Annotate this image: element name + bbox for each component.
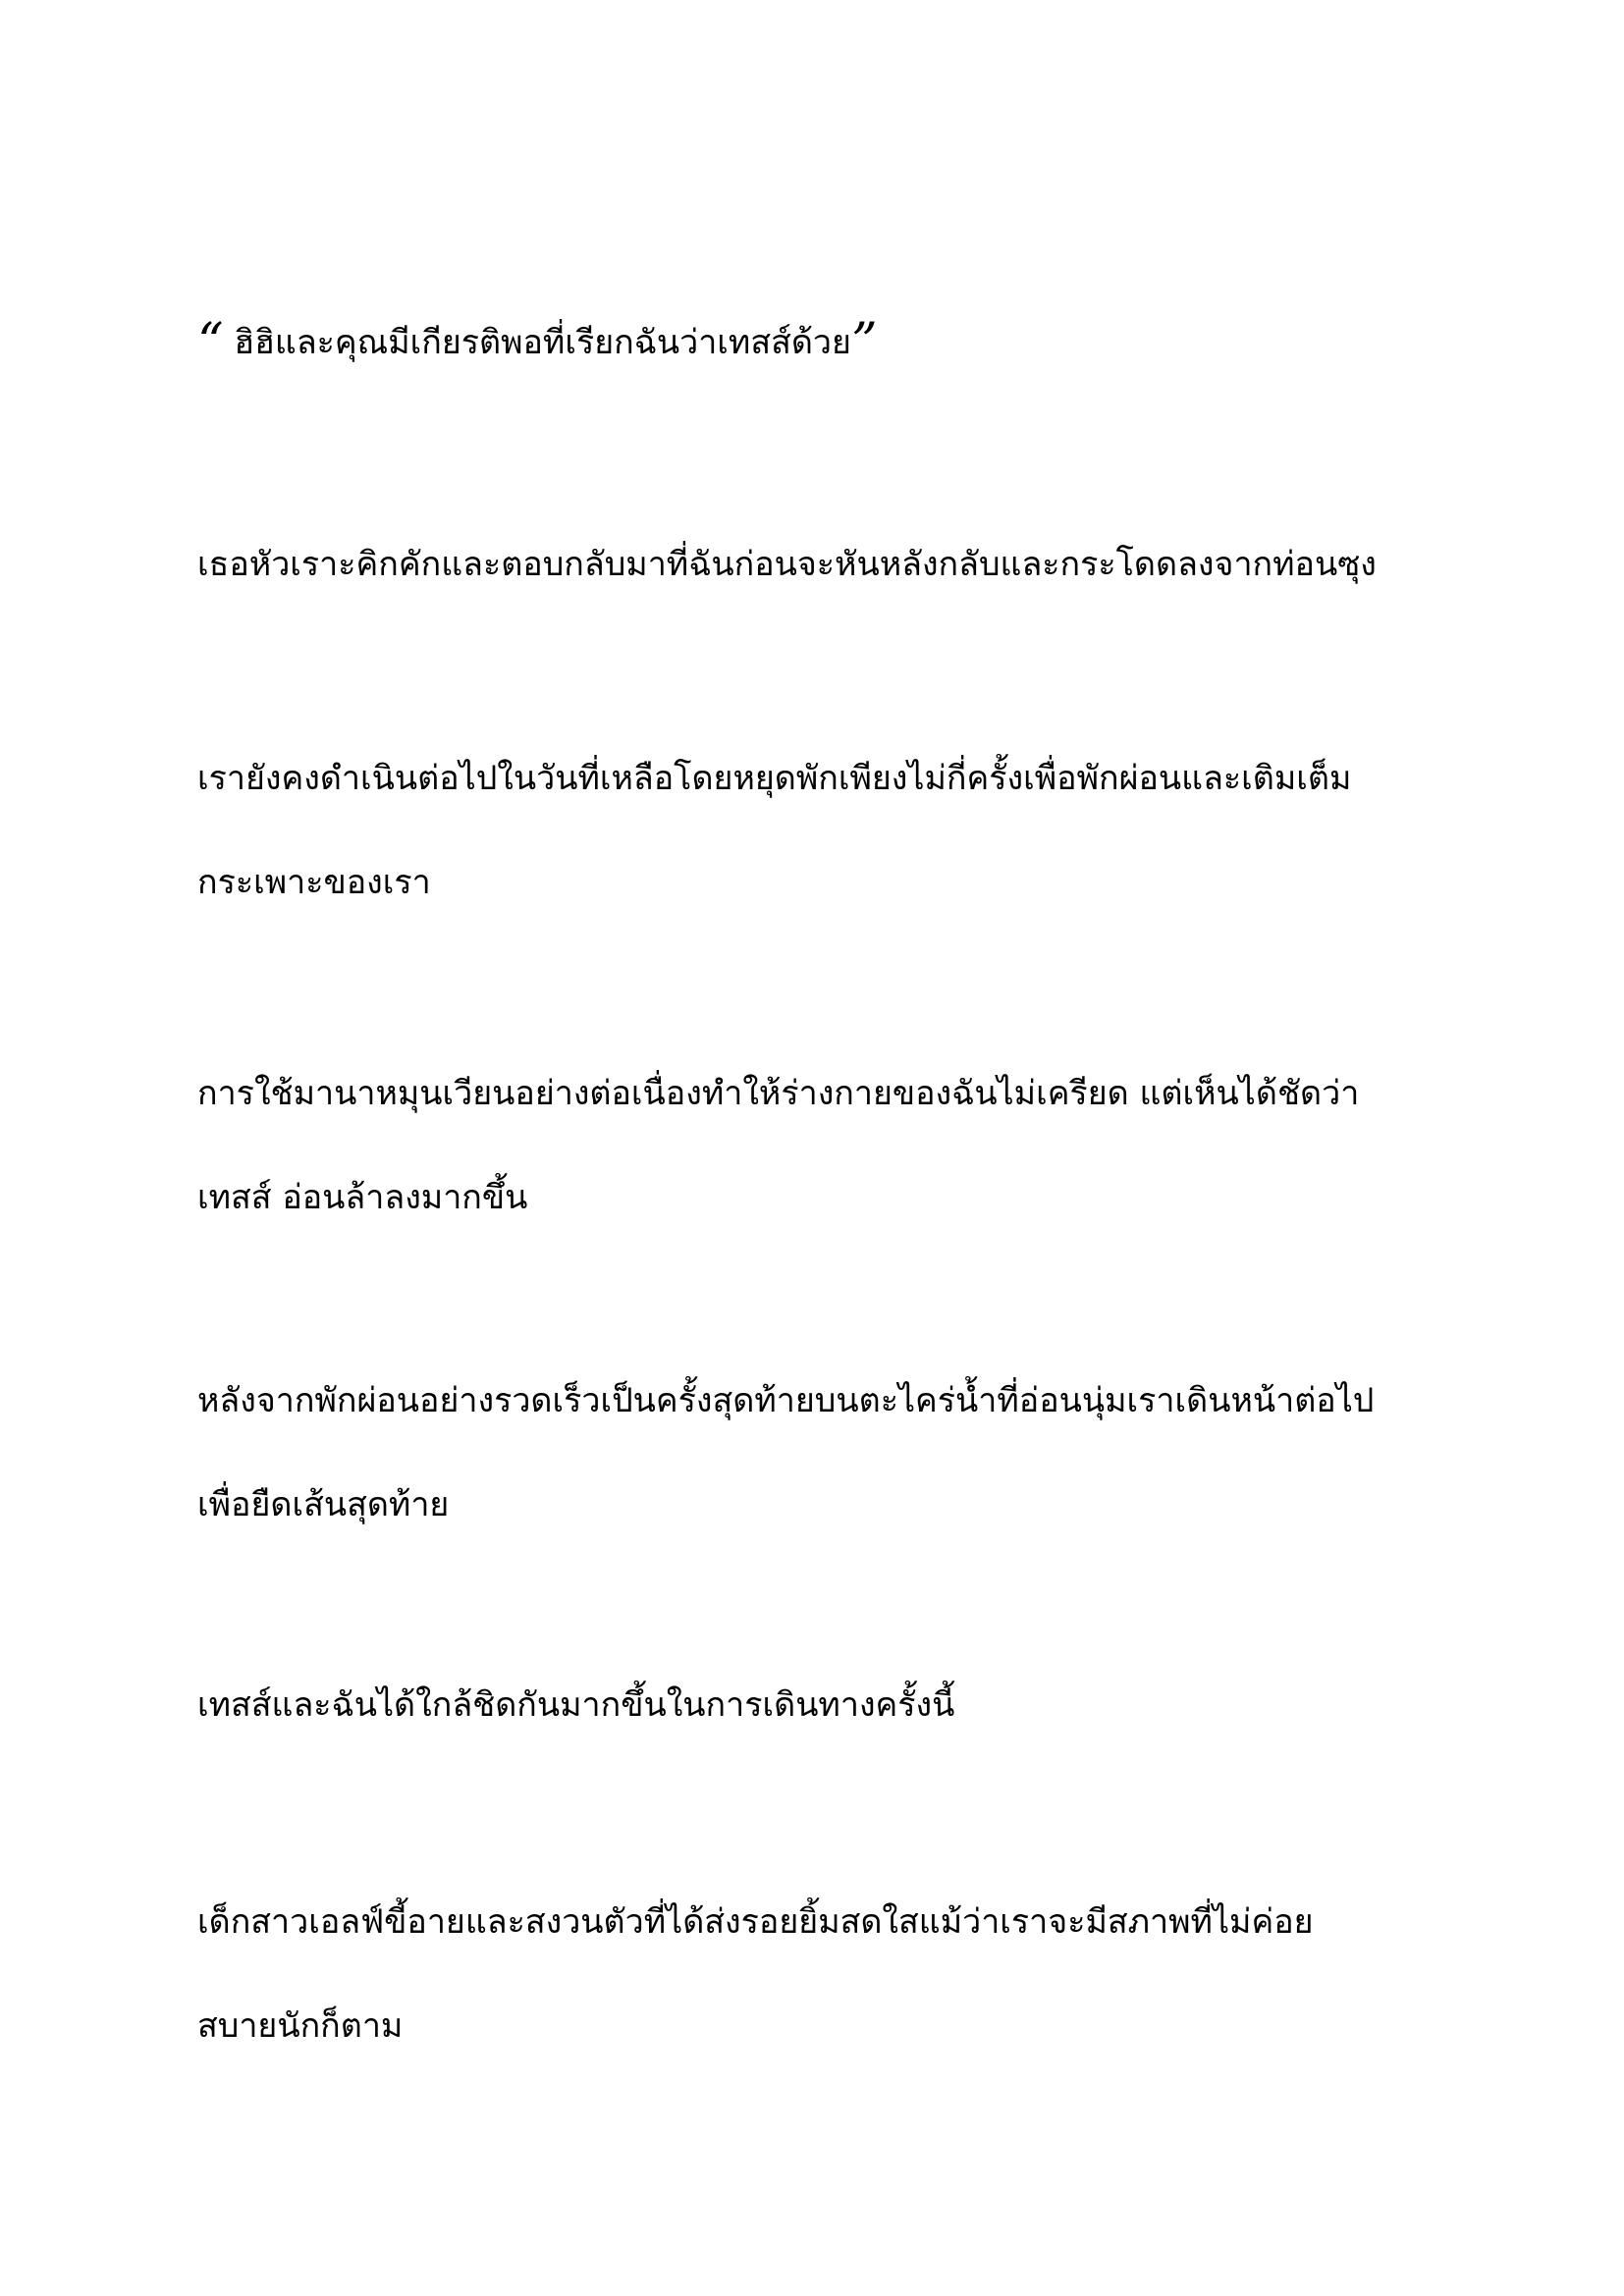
open-quote-mark: “ <box>197 313 224 372</box>
quote-paragraph <box>197 291 1464 395</box>
paragraph <box>197 1041 1464 1250</box>
paragraph-line: เทสส์และฉันได้ใกล้ชิดกันมากขึ้นในการเดินทางครั้งนี้ <box>197 1685 955 1725</box>
paragraph <box>197 512 1464 616</box>
paragraph <box>197 1349 1464 1557</box>
paragraph-line: ฮิฮิและคุณมีเกียรติพอที่เรียกฉันว่าเทสส์ด้วย <box>234 323 851 362</box>
paragraph <box>197 1870 1464 2078</box>
paragraph-line: เธอหัวเราะคิกคักและตอบกลับมาที่ฉันก่อนจะหันหลังกลับและกระโดดลงจากท่อนซุง <box>197 545 1377 584</box>
paragraph-line: เด็กสาวเอลฟ์ขี้อายและสงวนตัวที่ได้ส่งรอยยิ้มสดใสแม้ว่าเราจะมีสภาพที่ไม่ค่อย <box>197 1902 1314 1942</box>
paragraph-line: เรายังคงดำเนินต่อไปในวันที่เหลือโดยหยุดพักเพียงไม่กี่ครั้งเพื่อพักผ่อนและเติมเต็ม <box>197 759 1352 798</box>
paragraph-line: การใช้มานาหมุนเวียนอย่างต่อเนื่องทำให้ร่างกายของฉันไม่เครียด แต่เห็นได้ชัดว่า <box>197 1074 1360 1113</box>
paragraph-line: กระเพาะของเรา <box>197 863 431 902</box>
paragraph-line: เทสส์ อ่อนล้าลงมากขึ้น <box>197 1178 528 1217</box>
paragraph-line: เพื่อยืดเส้นสุดท้าย <box>197 1485 450 1524</box>
paragraph-line: หลังจากพักผ่อนอย่างรวดเร็วเป็นครั้งสุดท้ายบนตะไคร่น้ำที่อ่อนนุ่มเราเดินหน้าต่อไป <box>197 1381 1375 1420</box>
paragraph-line: สบายนักก็ตาม <box>197 2006 404 2046</box>
paragraph <box>197 1653 1464 1757</box>
paragraph <box>197 726 1464 934</box>
close-quote-mark: ” <box>850 313 878 372</box>
